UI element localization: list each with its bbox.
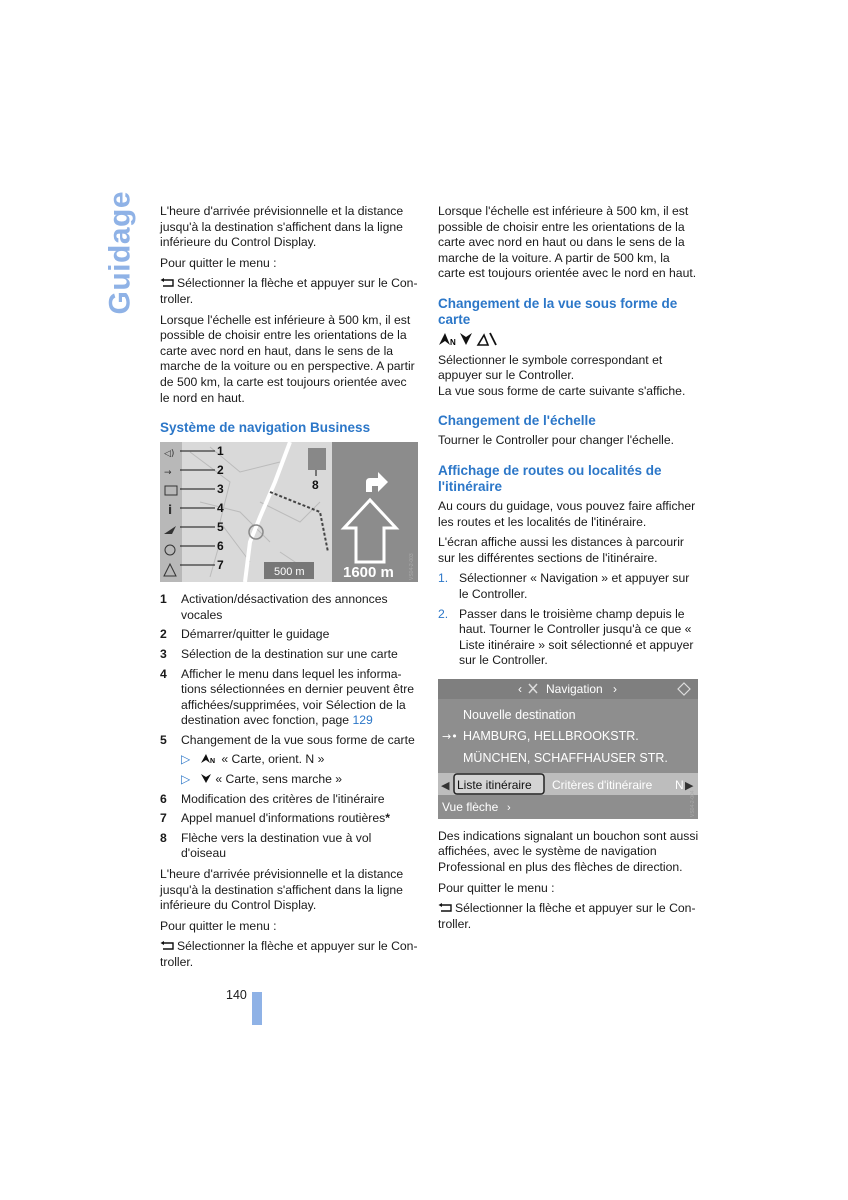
- map-orientation-icons: [438, 332, 500, 346]
- list-item: 4 Afficher le menu dans lequel les informa-tions sélectionnées en dernier peuvent être affichées/supprimées, voir Sélection de la destination avec fonction, page 129: [160, 666, 415, 728]
- list-subitem: ▷ N « Carte, orient. N »: [181, 752, 325, 767]
- list-item: 6 Modification des critères de l'itinéraire: [160, 791, 385, 806]
- section-tab: [103, 190, 137, 315]
- back-arrow-icon: [160, 278, 175, 288]
- instruction-text: Sélectionner la flèche et appuyer sur le Con-troller.: [438, 901, 696, 931]
- navigation-menu-screen: [438, 679, 698, 819]
- paragraph: Pour quitter le menu :: [160, 918, 277, 933]
- distance-readout: 1600 m: [343, 564, 394, 582]
- list-item: 1. Sélectionner « Navigation » et appuyer sur le Controller.: [438, 571, 690, 601]
- heading-business: Système de navigation Business: [160, 420, 371, 436]
- paragraph: La vue sous forme de carte suivante s'affiche.: [438, 383, 686, 398]
- paragraph: L'écran affiche aussi les distances à parcourir sur les différentes sections de l'itinéraire.: [438, 535, 684, 565]
- svg-text:i: i: [168, 503, 173, 518]
- business-navigation-screen: [160, 442, 418, 582]
- svg-text:N: N: [210, 758, 216, 765]
- heading-map-view: Changement de la vue sous forme de carte: [438, 295, 678, 327]
- list-item: 2. Passer dans le troisième champ depuis le haut. Tourner le Controller jusqu'à ce que « Liste itinéraire » soit sélectionné et appuyer sur le Controller.: [438, 606, 694, 668]
- callout-5: 5: [217, 520, 224, 535]
- callout-3: 3: [217, 482, 224, 497]
- menu-row-munchen: MÜNCHEN, SCHAFFHAUSER STR.: [463, 750, 668, 765]
- tab-route-list: Liste itinéraire: [457, 777, 532, 792]
- menu-title: Navigation: [546, 681, 603, 696]
- svg-text:◁): ◁): [164, 449, 175, 460]
- page-link[interactable]: 129: [352, 713, 373, 728]
- list-item: 1 Activation/désactivation des annonces vocales: [160, 592, 388, 622]
- legend-list: [160, 592, 418, 862]
- paragraph: Au cours du guidage, vous pouvez faire afficher les routes et les localités de l'itinéraire.: [438, 498, 696, 529]
- svg-text:›: ›: [507, 801, 511, 814]
- map-view-icons: [438, 332, 700, 351]
- paragraph: [438, 901, 700, 932]
- list-item: 7 Appel manuel d'informations routières*: [160, 811, 390, 826]
- page-marker-bar: [252, 992, 262, 1025]
- svg-text:N: N: [675, 777, 684, 792]
- list-item: 8 Flèche vers la destination vue à vol d'oiseau: [160, 830, 372, 861]
- svg-text:N: N: [450, 337, 456, 346]
- figure-code: VS04-2-004: [690, 790, 696, 817]
- back-arrow-icon: [438, 903, 453, 913]
- paragraph: Pour quitter le menu :: [160, 255, 277, 270]
- svg-text:▶: ▶: [685, 778, 694, 792]
- paragraph: Sélectionner le symbole correspondant et appuyer sur le Controller.: [438, 352, 663, 383]
- map-heading-icon: [200, 773, 212, 784]
- paragraph: Lorsque l'échelle est inférieure à 500 km, il est possible de choisir entre les orientations de la carte avec nord en haut ou dans le sens de la marche de la voiture. A partir de 500 km, la carte est toujours orientée avec le nord en haut.: [438, 204, 697, 281]
- paragraph: Tourner le Controller pour changer l'échelle.: [438, 433, 675, 448]
- instruction-text: Sélectionner la flèche et appuyer sur le Con-troller.: [160, 276, 418, 306]
- list-item: 2 Démarrer/quitter le guidage: [160, 627, 330, 642]
- right-column: [438, 204, 700, 937]
- heading-scale: Changement de l'échelle: [438, 413, 596, 429]
- callout-8: 8: [312, 478, 319, 493]
- heading-route-display: Affichage de routes ou localités de l'itinéraire: [438, 462, 662, 494]
- svg-text:›: ›: [613, 681, 617, 696]
- section-tab-label: Guidage: [103, 190, 137, 315]
- svg-text:‹: ‹: [518, 681, 522, 696]
- figure-code: VS04-2-003: [409, 553, 415, 581]
- tab-route-criteria: Critères d'itinéraire: [552, 777, 653, 792]
- callout-6: 6: [217, 539, 224, 554]
- menu-arrow-view: Vue flèche: [442, 799, 499, 814]
- page-number: 140: [226, 988, 247, 1002]
- paragraph: Pour quitter le menu :: [438, 880, 555, 895]
- instruction-text: Sélectionner la flèche et appuyer sur le Con-troller.: [160, 939, 418, 969]
- left-column: [160, 204, 418, 976]
- paragraph: L'heure d'arrivée prévisionnelle et la distance jusqu'à la destination s'affichent dans la ligne inférieure du Control Display.: [160, 867, 404, 913]
- callout-1: 1: [217, 444, 224, 459]
- paragraph: [160, 276, 418, 307]
- steps-list: [438, 571, 700, 669]
- back-arrow-icon: [160, 941, 175, 951]
- list-item: 3 Sélection de la destination sur une carte: [160, 646, 398, 661]
- list-subitem: ▷ « Carte, sens marche »: [181, 772, 343, 787]
- list-item: 5 Changement de la vue sous forme de carte: [160, 732, 415, 747]
- callout-7: 7: [217, 558, 224, 573]
- paragraph: Des indications signalant un bouchon sont aussi affichées, avec le système de navigation Professional en plus des flèches de direction.: [438, 828, 699, 875]
- svg-text:→: →: [164, 468, 172, 479]
- paragraph: L'heure d'arrivée prévisionnelle et la distance jusqu'à la destination s'affichent dans la ligne inférieure du Control Display.: [160, 204, 404, 250]
- menu-row-hamburg: HAMBURG, HELLBROOKSTR.: [463, 728, 639, 743]
- svg-text:→•: →•: [442, 729, 458, 743]
- svg-text:◀: ◀: [441, 778, 450, 792]
- paragraph: [160, 939, 418, 970]
- map-north-icon: [200, 753, 218, 764]
- map-scale: 500 m: [274, 566, 305, 579]
- callout-2: 2: [217, 463, 224, 478]
- paragraph: Lorsque l'échelle est inférieure à 500 km, il est possible de choisir entre les orientations de la carte avec nord en haut, dans le sens de la marche de la voiture ou en perspective. A partir de 500 km, la carte est toujours orientée avec le nord en haut.: [160, 312, 415, 405]
- menu-row-new-destination: Nouvelle destination: [463, 707, 576, 722]
- callout-4: 4: [217, 501, 224, 516]
